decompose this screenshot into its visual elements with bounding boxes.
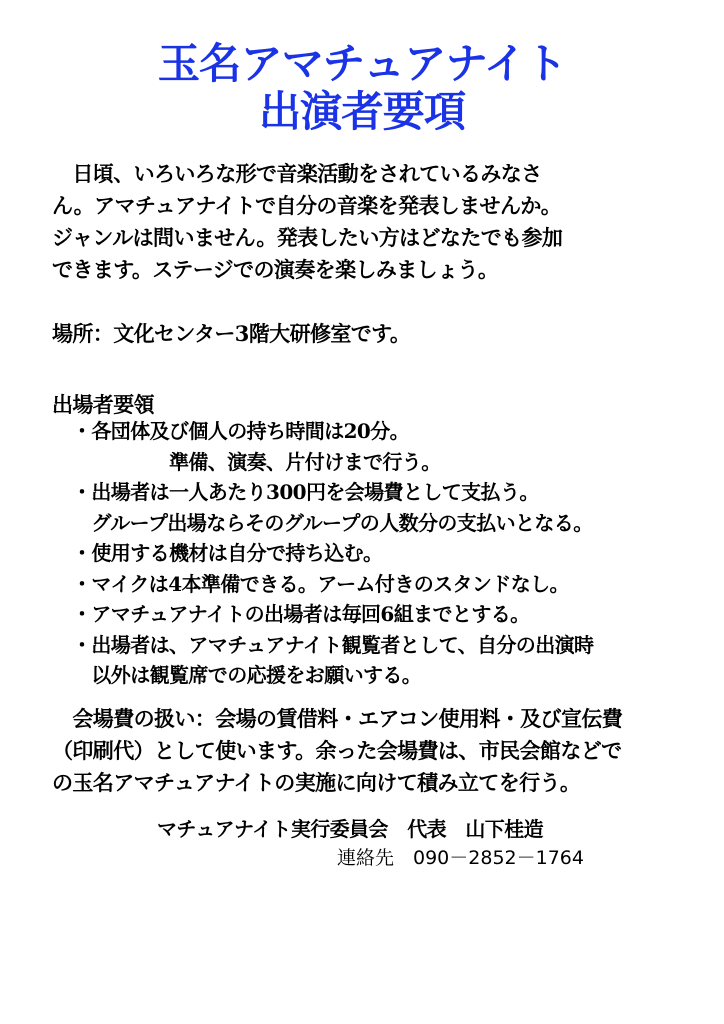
requirement-item: 準備、演奏、片付けまで行う。	[72, 449, 441, 474]
intro-line: ん。アマチュアナイトで自分の音楽を発表しませんか。	[52, 193, 562, 218]
intro-line: ジャンルは問いません。発表したい方はどなたでも参加	[52, 225, 563, 250]
fee-note-paragraph	[52, 703, 622, 799]
requirement-item: ・マイクは4本準備できる。アーム付きのスタンドなし。	[72, 571, 569, 596]
organizer-signature: マチュアナイト実行委員会 代表 山下桂造	[157, 817, 543, 841]
venue-text: 場所：文化センター3階大研修室です。	[52, 321, 411, 346]
requirement-item: ・出場者は、アマチュアナイト観覧者として、自分の出演時	[72, 632, 594, 657]
contact-phone: 連絡先 090－2852－1764	[337, 847, 584, 869]
title-line-2: 出演者要項	[258, 87, 466, 136]
title-line-1: 玉名アマチュアナイト	[157, 39, 567, 88]
requirement-item: グループ出場ならそのグループの人数分の支払いとなる。	[72, 510, 593, 535]
fee-note-line: （印刷代）として使います。余った会場費は、市民会館などで	[52, 738, 622, 763]
requirement-item: ・使用する機材は自分で持ち込む。	[72, 541, 383, 565]
fee-note-line: の玉名アマチュアナイトの実施に向けて積み立てを行う。	[52, 770, 581, 795]
intro-line: できます。ステージでの演奏を楽しみましょう。	[52, 257, 499, 282]
requirements-heading: 出場者要領	[52, 392, 154, 417]
requirement-item: 以外は観覧席での応援をお願いする。	[72, 663, 422, 687]
intro-line: 日頃、いろいろな形で音楽活動をされているみなさ	[52, 161, 542, 186]
requirement-item: ・アマチュアナイトの出場者は毎回6組までとする。	[72, 602, 530, 626]
fee-note-line: 会場費の扱い：会場の賃借料・エアコン使用料・及び宣伝費	[52, 706, 623, 731]
requirement-item: ・各団体及び個人の持ち時間は20分。	[72, 419, 410, 443]
requirements-list	[72, 416, 593, 691]
requirement-item: ・出場者は一人あたり300円を会場費として支払う。	[72, 480, 539, 504]
intro-paragraph	[52, 158, 562, 286]
